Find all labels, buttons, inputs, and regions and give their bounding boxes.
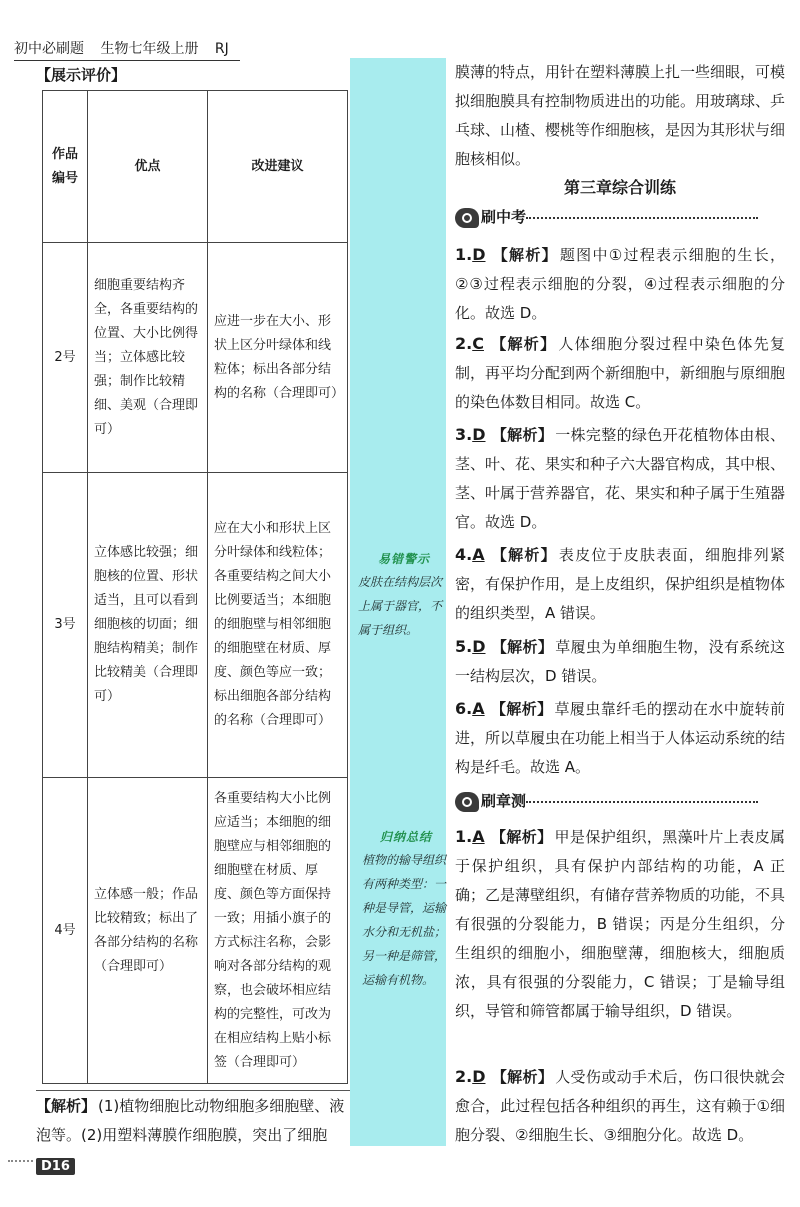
table-row [43,243,348,473]
page-number: D16 [36,1158,75,1175]
table-row [43,778,348,1084]
row-advice: 应在大小和形状上区分叶绿体和线粒体；各重要结构之间大小比例要适当；本细胞的细胞壁与相邻细胞的细胞壁在材质、厚度、颜色等应一致；标出细胞各部分结构的名称（合理即可） [208,473,348,778]
row-pros: 细胞重要结构齐全，各重要结构的位置、大小比例得当；立体感比较强；制作比较精细、美观（合理即可） [88,243,208,473]
analysis-rule [36,1090,354,1091]
note-title-error: 易错警示 [378,552,431,566]
analysis-tag: 【解析】 [36,1097,97,1115]
question-1: 1.D 【解析】 题图中①过程表示细胞的生长，②③过程表示细胞的分裂，④过程表示细胞的分化。故选 D。 [455,245,785,322]
row-advice: 应进一步在大小、形状上区分叶绿体和线粒体；标出各部分结构的名称（合理即可） [208,243,348,473]
question-2: 2.C 【解析】 人体细胞分裂过程中染色体先复制，再平均分配到两个新细胞中，新细胞与原细胞的染色体数目相同。故选 C。 [455,334,786,411]
analysis-text: (1)植物细胞比动物细胞多细胞壁、液泡等。(2)用塑料薄膜作细胞膜，突出了细胞 [36,1097,345,1144]
chapter-question-1: 1.A 【解析】 甲是保护组织，黑藻叶片上表皮属于保护组织，具有保护内部结构的功能，A 正确；乙是薄壁组织，有储存营养物质的功能，不具有很强的分裂能力，B 错误；丙是分生组织，分生组织的细胞小，细胞壁薄，细胞核大，细胞质浓，具有很强的分裂能力，C 错误；丁是输导组织，导管和筛管都属于输导组织，D 错误。 [455,827,786,1020]
note-body-summary: 植物的输导组织有两种类型：一种是导管，运输水分和无机盐；另一种是筛管，运输有机物。 [362,853,447,987]
question-6: 6.A 【解析】 草履虫靠纤毛的摆动在水中旋转前进，所以草履虫在功能上相当于人体运动系统的结构是纤毛。故选 A。 [455,699,786,776]
table-row [43,473,348,778]
page-dots [8,1160,33,1162]
badge-dots [526,217,758,219]
table-header-row [43,91,348,243]
subject-title: 生物七年级上册 [100,41,199,57]
badge-zhangce: 刷章测 [455,790,785,812]
note-title-summary: 归纳总结 [380,830,433,844]
series-title: 初中必刷题 [14,41,84,57]
header-rule [14,60,240,61]
section-tag: 【展示评价】 [36,66,127,84]
question-4: 4.A 【解析】 表皮位于皮肤表面，细胞排列紧密，有保护作用，是上皮组织，保护组织是植物体的组织类型，A 错误。 [455,545,786,622]
row-num: 4号 [43,778,88,1084]
badge-icon [455,208,479,228]
badge-dots [526,801,758,803]
page-header [14,38,241,58]
note-body-error: 皮肤在结构层次上属于器官，不属于组织。 [358,575,443,637]
header-pros: 优点 [88,91,208,243]
row-num: 2号 [43,243,88,473]
continuation-text: 膜薄的特点，用针在塑料薄膜上扎一些细眼，可模拟细胞膜具有控制物质进出的功能。用玻璃球、乒乓球、山楂、樱桃等作细胞核，是因为其形状与细胞核相似。 [455,63,786,168]
row-num: 3号 [43,473,88,778]
row-advice: 各重要结构大小比例应适当；本细胞的细胞壁应与相邻细胞的细胞壁在材质、厚度、颜色等方面保持一致；用插小旗子的方式标注名称，会影响对各部分结构的观察，也会破坏相应结构的完整性，可改为在相应结构上贴小标签（合理即可） [208,778,348,1084]
chapter-title: 第三章综合训练 [563,178,676,197]
chapter-question-2: 2.D 【解析】 人受伤或动手术后，伤口很快就会愈合，此过程包括各种组织的再生，这有赖于①细胞分裂、②细胞生长、③细胞分化。故选 D。 [455,1067,785,1144]
header-advice: 改进建议 [208,91,348,243]
edition-label: RJ [214,41,229,57]
row-pros: 立体感比较强；细胞核的位置、形状适当，且可以看到细胞核的切面；细胞结构精美；制作比较精美（合理即可） [88,473,208,778]
header-num: 作品编号 [43,91,88,243]
question-5: 5.D 【解析】 草履虫为单细胞生物，没有系统这一结构层次，D 错误。 [455,637,785,685]
badge-icon [455,792,479,812]
row-pros: 立体感一般；作品比较精致；标出了各部分结构的名称（合理即可） [88,778,208,1084]
badge-zhongkao: 刷中考 [455,206,785,228]
question-3: 3.D 【解析】 一株完整的绿色开花植物体由根、茎、叶、花、果实和种子六大器官构成，其中根、茎、叶属于营养器官，花、果实和种子属于生殖器官。故选 D。 [455,425,786,531]
bottom-analysis [36,1092,356,1150]
evaluation-table [42,90,348,1084]
